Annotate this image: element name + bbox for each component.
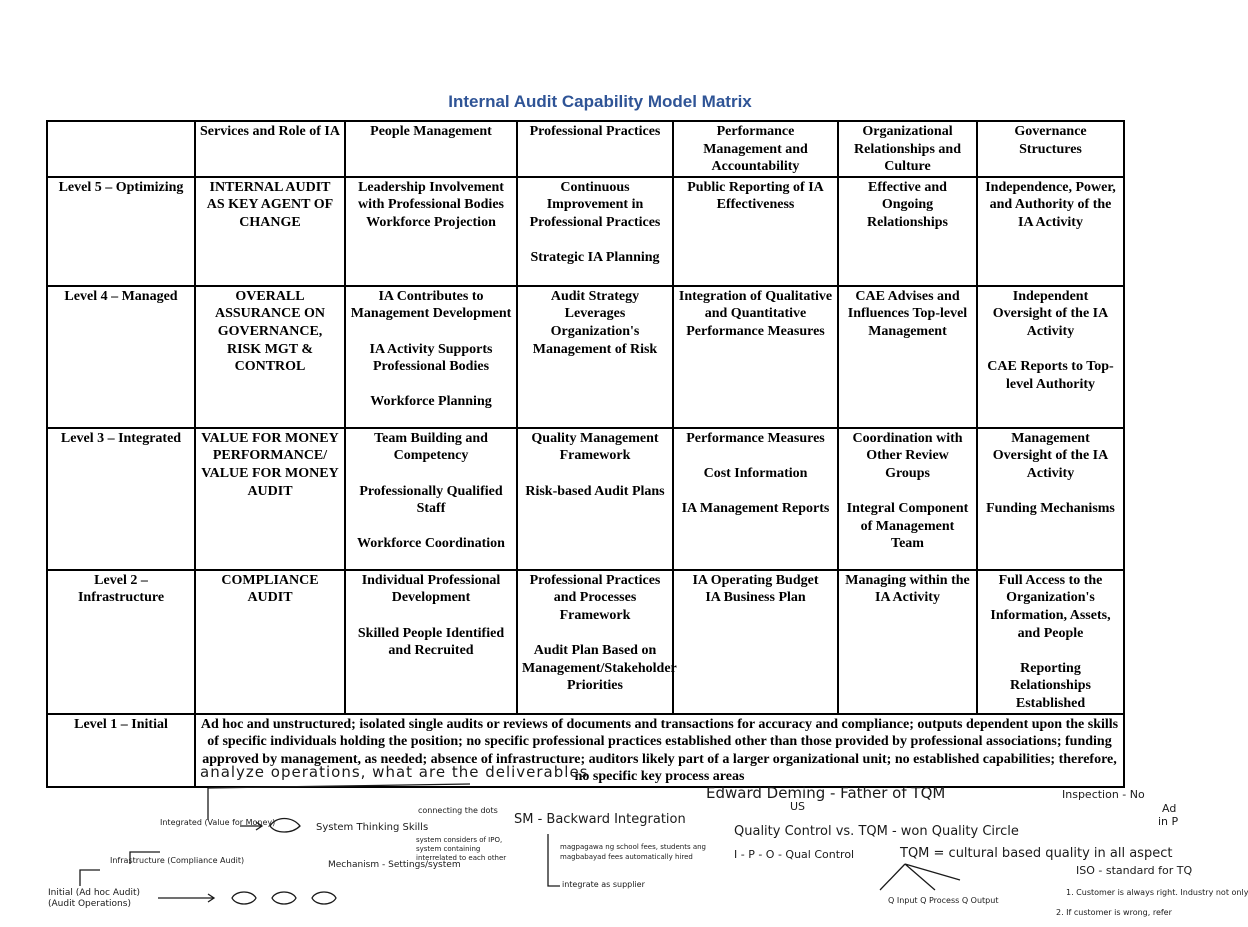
cell-item: IA Business Plan: [705, 590, 806, 606]
note-deming: Edward Deming - Father of TQM: [706, 784, 946, 802]
people-cell: [345, 177, 517, 286]
note-school-fees: magpagawa ng school fees, students ang magbabayad fees automatically hired: [560, 843, 707, 861]
table-row-level-2: [47, 570, 1124, 714]
cell-item: Cost Information: [703, 465, 808, 481]
note-supplier: integrate as supplier: [562, 880, 645, 889]
cell-item: Professionally Qualified Staff: [359, 483, 503, 517]
cell-item: Audit Plan Based on Management/Stakeholder Priorities: [522, 643, 677, 694]
note-backward-integration: SM - Backward Integration: [514, 812, 686, 827]
cell-item: Risk-based Audit Plans: [525, 483, 665, 499]
relationships-cell: [838, 177, 977, 286]
header-cell-relationships: Organizational Relationships and Culture: [838, 121, 977, 177]
header-cell-governance: Governance Structures: [977, 121, 1124, 177]
note-ad: Ad: [1162, 802, 1177, 815]
relationships-cell: [838, 570, 977, 714]
note-inspection: Inspection - No: [1062, 788, 1145, 801]
cell-item: Team Building and Competency: [374, 430, 488, 464]
services-cell: COMPLIANCE AUDIT: [195, 570, 345, 714]
level-label: Level 3 – Integrated: [47, 428, 195, 570]
performance-cell: [673, 177, 838, 286]
cell-item: Workforce Coordination: [357, 536, 505, 552]
note-infrastructure: Infrastructure (Compliance Audit): [110, 856, 245, 865]
note-iso: ISO - standard for TQ: [1076, 864, 1193, 877]
cell-item: Skilled People Identified and Recruited: [357, 625, 505, 659]
note-ipo-quality: Q Input Q Process Q Output: [888, 896, 999, 905]
cell-item: IA Activity Supports Professional Bodies: [369, 341, 493, 375]
cell-item: Workforce Planning: [370, 394, 492, 410]
note-ipo: I - P - O - Qual Control: [734, 848, 855, 861]
cell-item: Independent Oversight of the IA Activity: [992, 288, 1109, 339]
performance-cell: [673, 286, 838, 428]
cell-item: Audit Strategy Leverages Organization's Management of Risk: [532, 288, 658, 357]
cell-item: Professional Practices and Processes Framework: [529, 572, 661, 623]
note-in-p: in P: [1158, 815, 1179, 828]
cell-item: Full Access to the Organization's Information, Assets, and People: [990, 572, 1111, 641]
cell-item: Managing within the IA Activity: [845, 572, 970, 606]
practices-cell: [517, 177, 673, 286]
services-cell: OVERALL ASSURANCE ON GOVERNANCE, RISK MGT & CONTROL: [195, 286, 345, 428]
cell-item: Management Oversight of the IA Activity: [992, 430, 1109, 481]
cell-item: IA Operating Budget: [692, 572, 819, 588]
governance-cell: [977, 286, 1124, 428]
note-customer-right: 1. Customer is always right. Industry not only: [1066, 888, 1248, 897]
people-cell: [345, 570, 517, 714]
cell-item: IA Management Reports: [681, 501, 830, 517]
cell-item: Effective and Ongoing Relationships: [867, 179, 948, 230]
note-connecting-dots: connecting the dots: [418, 806, 498, 815]
cell-item: Leadership Involvement with Professional Bodies: [358, 179, 504, 213]
note-us: US: [790, 800, 806, 813]
performance-cell: [673, 428, 838, 570]
table-header-row: [47, 121, 1124, 177]
relationships-cell: [838, 428, 977, 570]
cell-item: Integral Component of Management Team: [846, 501, 969, 552]
header-cell-performance: Performance Management and Accountability: [673, 121, 838, 177]
note-deliverables: analyze operations, what are the deliverables: [200, 763, 589, 781]
cell-item: IA Contributes to Management Development: [350, 288, 512, 322]
people-cell: [345, 428, 517, 570]
handwritten-notes: [0, 760, 1248, 927]
governance-cell: [977, 177, 1124, 286]
page-title: Internal Audit Capability Model Matrix: [448, 92, 752, 111]
cell-item: Public Reporting of IA Effectiveness: [687, 179, 824, 213]
header-cell-practices: Professional Practices: [517, 121, 673, 177]
level-label: Level 2 – Infrastructure: [47, 570, 195, 714]
table-row-level-3: [47, 428, 1124, 570]
services-cell: INTERNAL AUDIT AS KEY AGENT OF CHANGE: [195, 177, 345, 286]
performance-cell: [673, 570, 838, 714]
cell-item: Funding Mechanisms: [986, 501, 1115, 517]
practices-cell: [517, 286, 673, 428]
note-initial: Initial (Ad hoc Audit) (Audit Operations): [48, 888, 140, 909]
header-cell-corner: [47, 121, 195, 177]
header-cell-people: People Management: [345, 121, 517, 177]
services-cell: VALUE FOR MONEY PERFORMANCE/ VALUE FOR MONEY AUDIT: [195, 428, 345, 570]
header-cell-services: Services and Role of IA: [195, 121, 345, 177]
cell-item: Coordination with Other Review Groups: [852, 430, 963, 481]
practices-cell: [517, 570, 677, 714]
level-label: Level 5 – Optimizing: [47, 177, 195, 286]
cell-item: Reporting Relationships Established: [1010, 660, 1091, 711]
practices-cell: [517, 428, 673, 570]
level-label: Level 4 – Managed: [47, 286, 195, 428]
governance-cell: [977, 570, 1124, 714]
level-1-description: Ad hoc and unstructured; isolated single audits or reviews of documents and transactions for accuracy and compliance; outputs dependent upon the skills of specific individuals holding the position; no specific professional practices established other than those provided by professional associations; funding approved by management, as needed; absence of infrastructure; auditors likely part of a larger organizational unit; no established capabilities; therefore, no specific key process areas: [195, 714, 1124, 787]
note-system-considers: system considers of IPO, system containing interrelated to each other: [416, 836, 507, 862]
cell-item: Independence, Power, and Authority of the IA Activity: [985, 179, 1116, 230]
cell-item: Integration of Qualitative and Quantitative Performance Measures: [678, 288, 833, 339]
cell-item: Strategic IA Planning: [530, 250, 660, 266]
note-quality-control: Quality Control vs. TQM - won Quality Circle: [734, 824, 1019, 839]
cell-item: CAE Advises and Influences Top-level Management: [847, 288, 968, 339]
cell-item: CAE Reports to Top-level Authority: [987, 359, 1114, 392]
note-tqm-cultural: TQM = cultural based quality in all aspect: [900, 846, 1173, 861]
table-row-level-5: [47, 177, 1124, 286]
cell-item: Individual Professional Development: [361, 572, 501, 606]
note-customer-wrong: 2. If customer is wrong, refer: [1056, 908, 1172, 917]
cell-item: Workforce Projection: [366, 214, 496, 230]
relationships-cell: [838, 286, 977, 428]
note-integrated: Integrated (Value for Money): [160, 818, 276, 827]
governance-cell: [977, 428, 1124, 570]
people-cell: [345, 286, 517, 428]
note-system-thinking: System Thinking Skills: [316, 822, 429, 833]
cell-item: Continuous Improvement in Professional Practices: [529, 179, 661, 230]
cell-item: Performance Measures: [686, 430, 825, 446]
level-label: Level 1 – Initial: [47, 714, 195, 787]
table-row-level-4: [47, 286, 1124, 428]
capability-matrix-table: [46, 120, 1125, 788]
cell-item: Quality Management Framework: [531, 430, 659, 464]
note-mechanism: Mechanism - Settings/system: [328, 860, 461, 870]
